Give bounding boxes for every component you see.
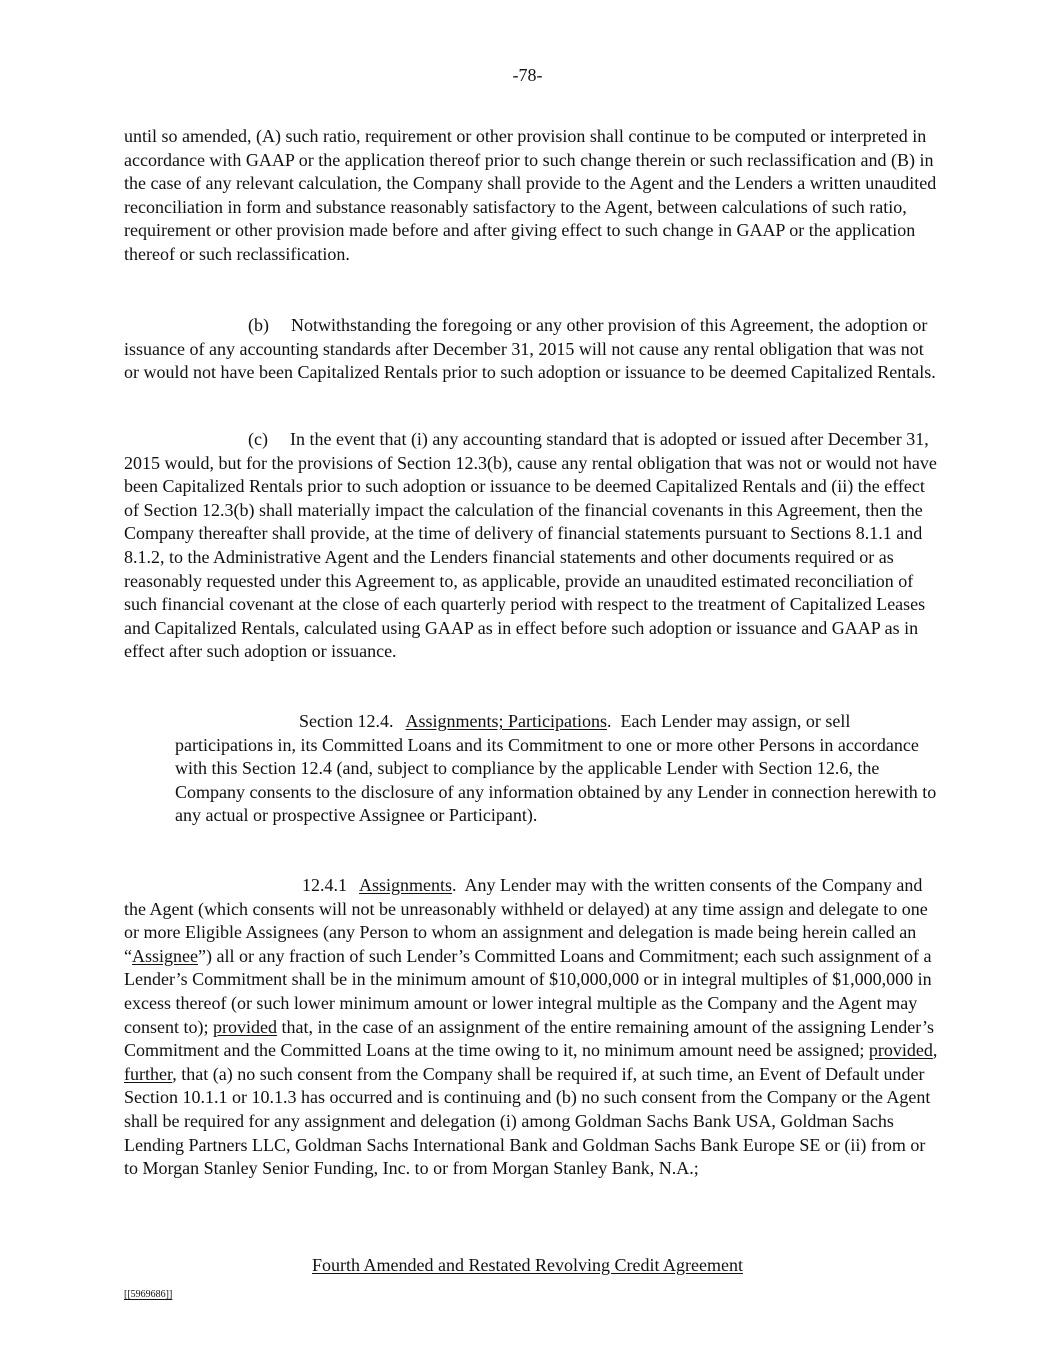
paragraph-b [124,314,939,385]
paragraph-label: (b) [248,315,269,335]
paragraph-continuation [124,125,939,267]
paragraph-text: Notwithstanding the foregoing or any other provision of this Agreement, the adoption or issuance of any accounting standards after December 31, 2015 will not cause any rental obligation that was not or would not have been Capitalized Rentals prior to such adoption or issuance to be deemed Capitalized Rentals. [124,315,936,383]
proviso-provided: provided [868,1040,933,1061]
paragraph-c [124,428,939,664]
document-id: [[5969686]] [124,1289,173,1300]
heading-period: . [607,711,612,731]
section-heading: Assignments [359,875,453,895]
section-text: ”) all or any fraction of such Lender’s Committed Loans and Commitment; each such assignment of a Lender’s Commitment shall be in the minimum amount of $10,000,000 or in integral multiples of $1,000,000 in excess thereof (or such lower minimum amount or lower integral multiple as the Company and the Agent may consent to); [124,945,932,1037]
section-text: that, in the case of an assignment of the entire remaining amount of the assigning Lender’s Commitment and the Committed Loans at the time owing to it, no minimum amount need be assigned; [124,1016,934,1061]
page-number: -78- [512,65,543,85]
section-number: 12.4.1 [302,875,347,895]
section-12-4-1 [124,874,939,1181]
punctuation: , [932,1040,938,1061]
proviso-further: further [124,1063,173,1084]
paragraph-text: until so amended, (A) such ratio, requirement or other provision shall continue to be computed or interpreted in accordance with GAAP or the application thereof prior to such change therein or such reclassification and (B) in the case of any relevant calculation, the Company shall provide to the Agent and the Lenders a written unaudited reconciliation in form and substance reasonably satisfactory to the Agent, between calculations of such ratio, requirement or other provision made before and after giving effect to such change in GAAP or the application thereof or such reclassification. [124,126,937,264]
section-text: , that (a) no such consent from the Company shall be required if, at such time, an Event of Default under Section 10.1.1 or 10.1.3 has occurred and is continuing and (b) no such consent from the Company or the Agent shall be required for any assignment and delegation (i) among Goldman Sachs Bank USA, Goldman Sachs Lending Partners LLC, Goldman Sachs International Bank and Goldman Sachs Bank Europe SE or (ii) from or to Morgan Stanley Senior Funding, Inc. to or from Morgan Stanley Bank, N.A.; [124,1063,931,1179]
section-text: Any Lender may with the written consents of the Company and the Agent (which consents will not be unreasonably withheld or delayed) at any time assign and delegate to one or more Eligible Assignees (any Person to whom an assignment and delegation is made being herein called an “ [124,875,928,966]
defined-term-assignee: Assignee [132,945,198,966]
paragraph-text: In the event that (i) any accounting standard that is adopted or issued after December 31, 2015 would, but for the provisions of Section 12.3(b), cause any rental obligation that was not or would not have been Capitalized Rentals prior to such adoption or issuance to be deemed Capitalized Rentals and (ii) the effect of Section 12.3(b) shall materially impact the calculation of the financial covenants in this Agreement, then the Company thereafter shall provide, at the time of delivery of financial statements pursuant to Sections 8.1.1 and 8.1.2, to the Administrative Agent and the Lenders financial statements and other documents required or as reasonably requested under this Agreement to, as applicable, provide an unaudited estimated reconciliation of such financial covenant at the close of each quarterly period with respect to the treatment of Capitalized Leases and Capitalized Rentals, calculated using GAAP as in effect before such adoption or issuance and GAAP as in effect after such adoption or issuance. [124,429,937,662]
section-number: Section 12.4. [299,711,394,731]
section-heading: Assignments; Participations [405,711,607,731]
proviso-provided: provided [212,1016,277,1037]
footer-agreement-title: Fourth Amended and Restated Revolving Credit Agreement [312,1255,743,1275]
paragraph-label: (c) [248,429,268,449]
section-text: Each Lender may assign, or sell participations in, its Committed Loans and its Commitment to one or more other Persons in accordance with this Section 12.4 (and, subject to compliance by the applicable Lender with Section 12.6, the Company consents to the disclosure of any information obtained by any Lender in connection herewith to any actual or prospective Assignee or Participant). [175,711,937,826]
section-12-4 [175,710,940,828]
heading-period: . [452,875,457,895]
